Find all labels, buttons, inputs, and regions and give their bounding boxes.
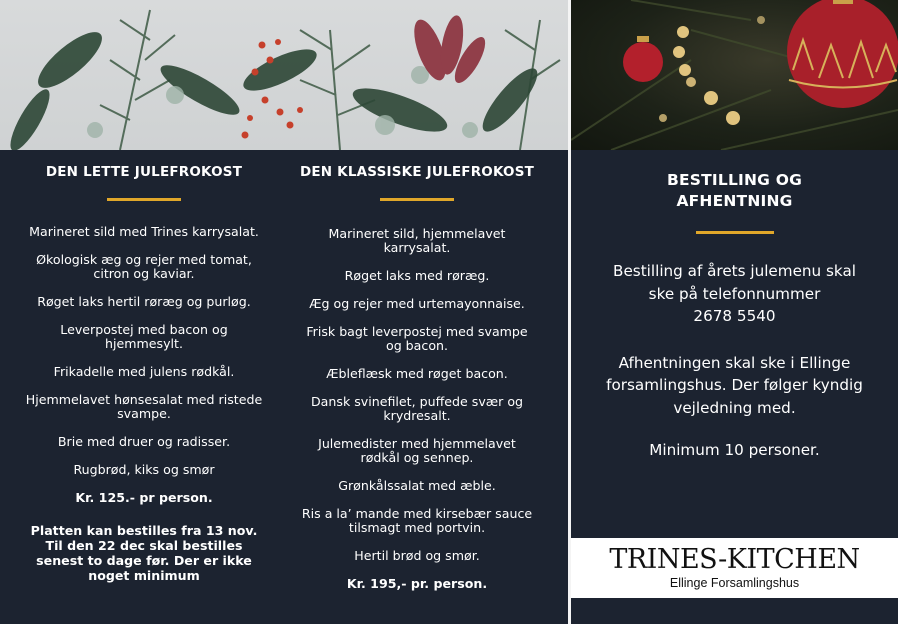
menu-item: Æbleflæsk med røget bacon.: [326, 366, 508, 381]
menu-price: Kr. 195,- pr. person.: [346, 576, 488, 591]
menu-item: Marineret sild med Trines karrysalat.: [29, 224, 259, 239]
menu-item: Rugbrød, kiks og smør: [73, 462, 215, 477]
menu-price: Kr. 125.- pr person.: [75, 490, 213, 505]
menu-item: Hertil brød og smør.: [354, 548, 480, 563]
ordering-title-line: BESTILLING OG: [666, 171, 803, 189]
menu-item: Brie med druer og radisser.: [57, 434, 231, 449]
menu-item-list: [10, 225, 278, 477]
logo-name: TRINES-KITCHEN: [609, 544, 860, 575]
order-note: Platten kan bestilles fra 13 nov. Til den 22 dec skal bestilles senest to dage før. Der er ikke noget minimum: [30, 523, 258, 583]
title-divider: [380, 198, 454, 201]
trines-kitchen-logo: [571, 538, 898, 598]
minimum-info: Minimum 10 personer.: [649, 441, 820, 459]
menu-item: Dansk svinefilet, puffede svær og krydresalt.: [310, 394, 524, 423]
ordering-title-line: AFHENTNING: [676, 192, 793, 210]
ordering-title: [571, 170, 898, 212]
menu-item: Røget laks hertil røræg og purløg.: [37, 294, 251, 309]
logo-subtitle: Ellinge Forsamlingshus: [669, 576, 800, 590]
menu-item: Leverpostej med bacon og hjemmesylt.: [60, 322, 228, 351]
menu-item: Marineret sild, hjemmelavet karrysalat.: [328, 226, 506, 255]
phone-number: 2678 5540: [693, 307, 776, 325]
menu-item: Grønkålssalat med æble.: [338, 478, 496, 493]
column-title: DEN LETTE JULEFROKOST: [45, 164, 243, 180]
title-divider: [696, 231, 774, 234]
menu-column-klassiske: [283, 150, 551, 624]
pickup-info: Afhentningen skal ske i Ellinge forsamlingshus. Der følger kyndig vejledning med.: [606, 353, 863, 417]
column-title: DEN KLASSISKE JULEFROKOST: [299, 164, 535, 180]
menu-item: Frisk bagt leverpostej med svampe og bacon.: [306, 324, 528, 353]
ordering-panel: [571, 0, 898, 624]
ordering-info: [600, 260, 870, 328]
menu-item: Røget laks med røræg.: [344, 268, 490, 283]
title-divider: [107, 198, 181, 201]
christmas-greenery-photo: [0, 0, 568, 150]
ordering-text: Bestilling af årets julemenu skal ske på telefonnummer: [613, 262, 856, 303]
menu-item: Æg og rejer med urtemayonnaise.: [309, 296, 525, 311]
menu-item: Ris a la’ mande med kirsebær sauce tilsmagt med portvin.: [301, 506, 533, 535]
menu-item: Julemedister med hjemmelavet rødkål og sennep.: [318, 436, 516, 465]
menu-column-lette: [10, 150, 278, 624]
menu-item-list: [283, 227, 551, 563]
christmas-ornaments-photo: [571, 0, 898, 150]
ordering-section: [571, 150, 898, 462]
menu-item: Frikadelle med julens rødkål.: [53, 364, 235, 379]
menu-item: Økologisk æg og rejer med tomat, citron og kaviar.: [36, 252, 252, 281]
menu-item: Hjemmelavet hønsesalat med ristede svampe.: [25, 392, 263, 421]
